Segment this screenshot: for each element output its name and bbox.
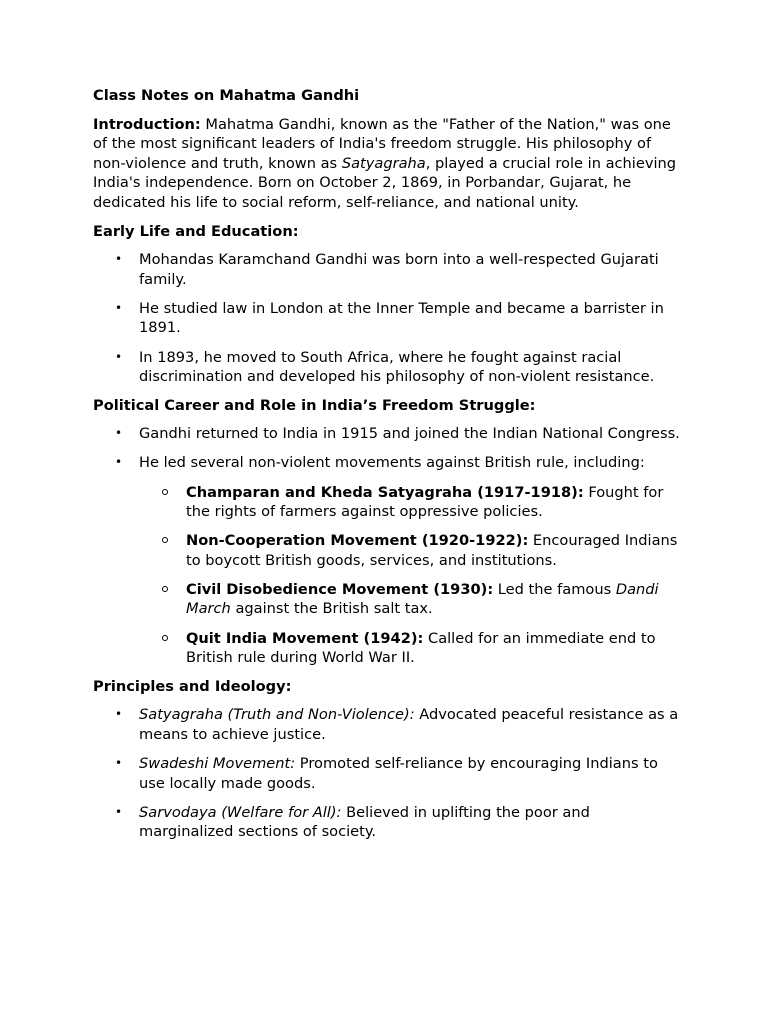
circle-bullet-icon <box>162 489 168 495</box>
political-career-list <box>93 424 683 667</box>
movements-sublist <box>139 483 683 668</box>
political-career-heading: Political Career and Role in India’s Freedom Struggle: <box>93 396 536 414</box>
movement-name: Civil Disobedience Movement (1930): <box>186 580 494 598</box>
sublist-item <box>139 483 683 522</box>
list-item-text: Mohandas Karamchand Gandhi was born into a well-respected Gujarati family. <box>139 251 659 288</box>
list-item <box>93 424 683 444</box>
introduction-italic-term: Satyagraha <box>341 154 426 172</box>
movement-description: Encouraged Indians to boycott British goods, services, and institutions. <box>186 532 678 569</box>
principle-term: Satyagraha (Truth and Non-Violence): <box>139 706 415 724</box>
early-life-heading: Early Life and Education: <box>93 222 299 240</box>
list-item <box>93 705 683 744</box>
circle-bullet-icon <box>162 635 168 641</box>
principle-term: Swadeshi Movement: <box>139 755 296 773</box>
principle-description: Promoted self-reliance by encouraging Indians to use locally made goods. <box>139 755 658 792</box>
list-item-text: He led several non-violent movements against British rule, including: <box>139 454 645 472</box>
movement-name: Non-Cooperation Movement (1920-1922): <box>186 532 529 550</box>
introduction-label: Introduction: <box>93 115 201 133</box>
sublist-item <box>139 629 683 668</box>
bullet-icon: • <box>115 804 123 819</box>
circle-bullet-icon <box>162 537 168 543</box>
bullet-icon: • <box>115 300 123 315</box>
principle-term: Sarvodaya (Welfare for All): <box>139 803 342 821</box>
movement-italic-term: Dandi March <box>186 580 659 618</box>
bullet-icon: • <box>115 426 123 441</box>
list-item <box>93 754 683 793</box>
circle-bullet-icon <box>162 586 168 592</box>
list-item <box>93 250 683 289</box>
bullet-icon: • <box>115 349 123 364</box>
principles-list <box>93 705 683 842</box>
early-life-list <box>93 250 683 387</box>
movement-name: Champaran and Kheda Satyagraha (1917-1918): <box>186 483 584 501</box>
principles-heading: Principles and Ideology: <box>93 677 292 695</box>
list-item-text: He studied law in London at the Inner Temple and became a barrister in 1891. <box>139 299 664 337</box>
introduction-text-1: Mahatma Gandhi, known as the "Father of the Nation," was one of the most significant leaders of India's freedom struggle. His philosophy of non-violence and truth, known as <box>93 115 671 172</box>
list-item <box>93 299 683 338</box>
bullet-icon: • <box>115 252 123 267</box>
list-item <box>93 803 683 842</box>
introduction-text-2: , played a crucial role in achieving India's independence. Born on October 2, 1869, in Porbandar, Gujarat, he dedicated his life to social reform, self-reliance, and national unity. <box>93 154 677 211</box>
principle-description: Advocated peaceful resistance as a means to achieve justice. <box>139 706 679 743</box>
movement-description: Fought for the rights of farmers against oppressive policies. <box>186 483 664 521</box>
sublist-item <box>139 580 683 619</box>
movement-description-start: Led the famous <box>493 580 616 598</box>
sublist-item <box>139 531 683 570</box>
movement-name: Quit India Movement (1942): <box>186 629 424 647</box>
principle-description: Believed in uplifting the poor and marginalized sections of society. <box>139 803 590 841</box>
movement-description-end: against the British salt tax. <box>230 600 433 618</box>
bullet-icon: • <box>115 756 123 771</box>
movement-description: Called for an immediate end to British rule during World War II. <box>186 629 656 667</box>
document-title: Class Notes on Mahatma Gandhi <box>93 87 360 104</box>
list-item <box>93 348 683 387</box>
list-item-text: Gandhi returned to India in 1915 and joined the Indian National Congress. <box>139 425 680 443</box>
bullet-icon: • <box>115 707 123 722</box>
document-page <box>93 86 683 851</box>
bullet-icon: • <box>115 455 123 470</box>
introduction-paragraph <box>93 115 683 213</box>
list-item-text: In 1893, he moved to South Africa, where he fought against racial discrimination and developed his philosophy of non-violent resistance. <box>139 348 655 386</box>
list-item <box>93 453 683 667</box>
